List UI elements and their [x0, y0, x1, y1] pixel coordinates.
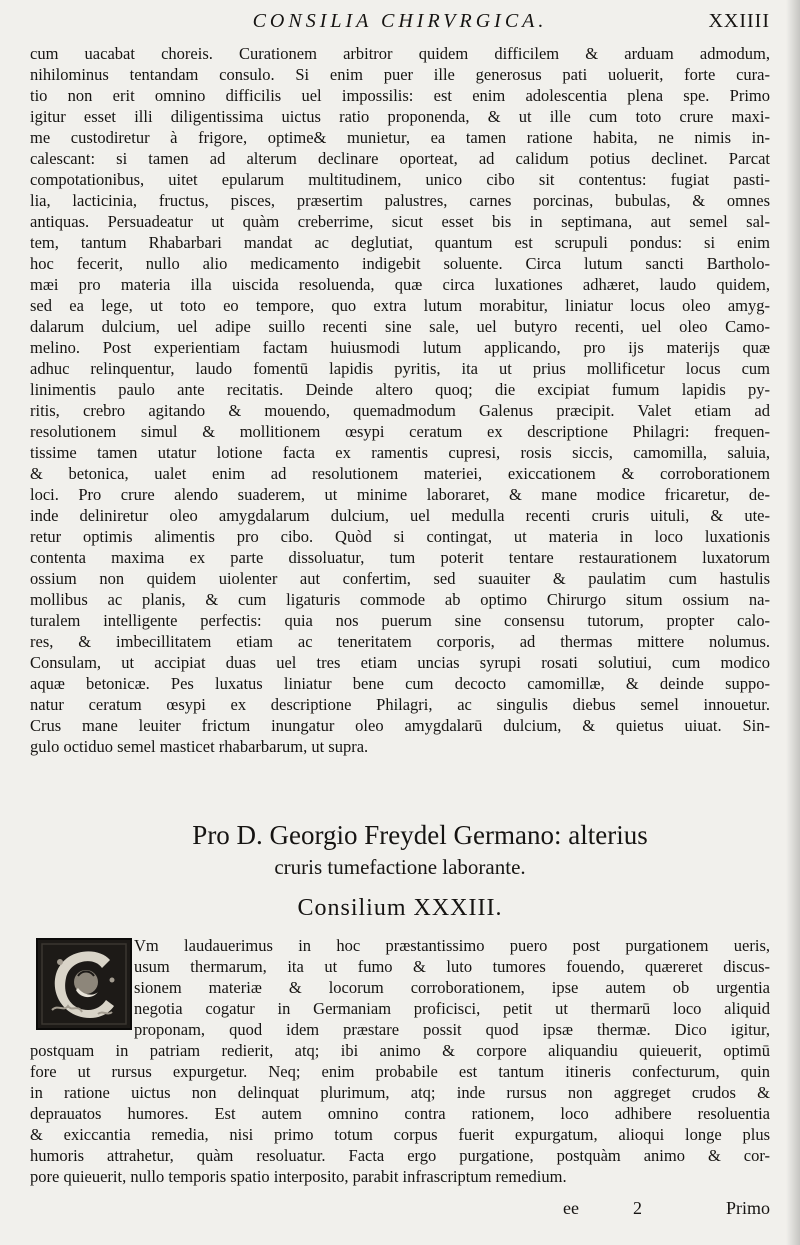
signature-number: 2: [633, 1198, 642, 1218]
text-line: linimentis paulo ante recitatis. Deinde altero quoq; die excipiat fumum lapidis py-: [30, 380, 770, 399]
text-line: Crus mane leuiter frictum inungatur oleo amygdalarū dulcium, & quietus uiuat. Sin-: [30, 716, 770, 735]
text-line: calescant: si tamen ad alterum declinare oporteat, ad calidum potius declinet. Parcat: [30, 149, 770, 168]
page-footer: [30, 1198, 770, 1222]
text-line: ritis, crebro agitando & mouendo, quemadmodum Galenus præcipit. Valet etiam ad: [30, 401, 770, 420]
text-line: antiquas. Persuadeatur ut quàm creberrime, sicut esset bis in septimana, aut semel sal-: [30, 212, 770, 231]
text-line: usum thermarum, ita ut fumo & luto tumores fouendo, quæreret discus-: [134, 957, 770, 976]
text-line: & betonica, ualet enim ad resolutionem materiei, exiccationem & corroborationem: [30, 464, 770, 483]
consilium-xxxiii-text: [30, 935, 770, 1187]
running-head: [0, 6, 800, 40]
running-title: CONSILIA CHIRVRGICA.: [252, 10, 548, 32]
text-line: gulo octiduo semel masticet rhabarbarum, ut supra.: [30, 737, 369, 756]
section-heading: [30, 818, 770, 882]
text-line: natur ceratum œsypi ex descriptione Philagri, ac singulis diebus semel innouetur.: [30, 695, 770, 714]
text-line: resolutionem simul & mollitionem œsypi ceratum ex descriptione Philagri: frequen-: [30, 422, 770, 441]
folio-number: XXIIII: [708, 10, 770, 32]
text-line: in ratione uictus non delinquat plurimum, atq; inde rursus non aggreget crudos &: [30, 1083, 770, 1102]
section-heading-line-2: cruris tumefactione laborante.: [274, 855, 526, 879]
signature-mark: ee: [563, 1198, 579, 1218]
text-line: retur optimis alimentis pro cibo. Quòd si contingat, ut materia in loco luxationis: [30, 527, 770, 546]
text-line: dalarum dulcium, uel adipe suillo recenti sine sale, uel butyro recenti, uel oleo Camo-: [30, 317, 770, 336]
text-line: proponam, quod idem præstare possit quod ipsæ thermæ. Dico igitur,: [134, 1020, 770, 1039]
text-line: Vm laudauerimus in hoc præstantissimo puero post purgationem ueris,: [134, 936, 770, 955]
text-line: igitur esset illi diligentissima uictus ratio proponenda, & ut ille cum toto crure maxi-: [30, 107, 770, 126]
text-line: aquæ betonicæ. Pes luxatus liniatur bene cum decocto camomillæ, & deinde suppo-: [30, 674, 770, 693]
text-line: melino. Post experientiam factam huiusmodi lutum applicando, pro ijs materijs quæ: [30, 338, 770, 357]
text-line: me custodiretur à frigore, optime& munietur, ea tamen ratione habita, ne nimis in-: [30, 128, 770, 147]
consilium-title: Consilium XXXIII.: [297, 895, 503, 921]
text-line: hoc fecerit, nullo alio medicamento indigebit soluente. Circa lutum sancti Bartholo-: [30, 254, 770, 273]
text-line: tio non erit omnino difficilis uel impossilis: est enim adolescentia plena spe. Primo: [30, 86, 770, 105]
section-heading-line-1: Pro D. Georgio Freydel Germano: alterius: [192, 820, 648, 850]
text-line: lia, lacticinia, fructus, pisces, præsertim palustres, carnes porcinas, bubulas, & omnes: [30, 191, 770, 210]
text-line: pore quieuerit, nullo temporis spatio interposito, parabit infrascriptum remedium.: [30, 1167, 567, 1186]
text-line: compotationibus, uitet epularum multitudinem, unico cibo sit contentus: fugiat pasti-: [30, 170, 770, 189]
text-line: contenta maxima ex parte dissoluatur, tum poterit tentare restaurationem luxatorum: [30, 548, 770, 567]
text-line: mæi pro materia illa uiscida resoluenda, quæ circa luxationes adhæret, laudo quidem,: [30, 275, 770, 294]
text-line: turalem intelligente perfectis: quia nos puerum sine consensu tutorum, propter calo-: [30, 611, 770, 630]
text-line: res, & imbecillitatem etiam ac teneritatem corporis, ad thermas mittere nolumus.: [30, 632, 770, 651]
text-line: inde deliniretur oleo amygdalarum dulcium, uel medulla recenti cruris uituli, & ute-: [30, 506, 770, 525]
continued-consilium-text: [30, 43, 770, 757]
text-line: sionem materiæ & locorum corroborationem, ipse autem ob urgentia: [134, 978, 770, 997]
text-line: sed ea lege, ut toto eo tempore, quo extra lutum morabitur, liniatur locus oleo amyg-: [30, 296, 770, 315]
text-line: adhuc relinquentur, laudo fomentū lapidis pyritis, ita ut prius mollificetur locus cum: [30, 359, 770, 378]
text-line: Consulam, ut accipiat duas uel tres etiam uncias syrupi rosati solutiui, cum modico: [30, 653, 770, 672]
text-line: ossium non quidem uiolenter aut confertim, sed suauiter & paulatim cum hastulis: [30, 569, 770, 588]
text-line: negotia cogatur in Germaniam proficisci, petit ut thermarū loco aliquid: [134, 999, 770, 1018]
text-line: postquam in patriam redierit, atq; ibi animo & corpore aliquandiu quieuerit, optimū: [30, 1041, 770, 1060]
text-line: tissime tamen utatur lotione facta ex ramentis cupresi, rosis siccis, camomilla, saluia,: [30, 443, 770, 462]
text-line: humoris attrahetur, quàm resoluatur. Facta ergo purgatione, postquàm animo & cor-: [30, 1146, 770, 1165]
text-line: tem, tantum Rhabarbari mandat ac deglutiat, quantum est scrupuli pondus: si enim: [30, 233, 770, 252]
text-line: mollibus ac planis, & cum ligaturis commode ab optimo Chirurgo situm ossium na-: [30, 590, 770, 609]
text-line: nihilominus tentandam consulo. Si enim puer ille generosus pati uoluerit, forte cura-: [30, 65, 770, 84]
text-line: & exiccantia remedia, nisi primo totum corpus fuerit expurgatum, alioqui longe plus: [30, 1125, 770, 1144]
text-line: cum uacabat choreis. Curationem arbitror quidem difficilem & arduam admodum,: [30, 44, 770, 63]
text-line: fore ut rursus expurgetur. Neq; enim probabile est tantum itineris confecturum, quin: [30, 1062, 770, 1081]
text-line: deprauatos humores. Est autem omnino contra rationem, loco adhibere resoluentia: [30, 1104, 770, 1123]
catchword: Primo: [725, 1198, 770, 1218]
text-line: loci. Pro crure alendo suaderem, ut minime laboraret, & mane modice fricaretur, de-: [30, 485, 770, 504]
